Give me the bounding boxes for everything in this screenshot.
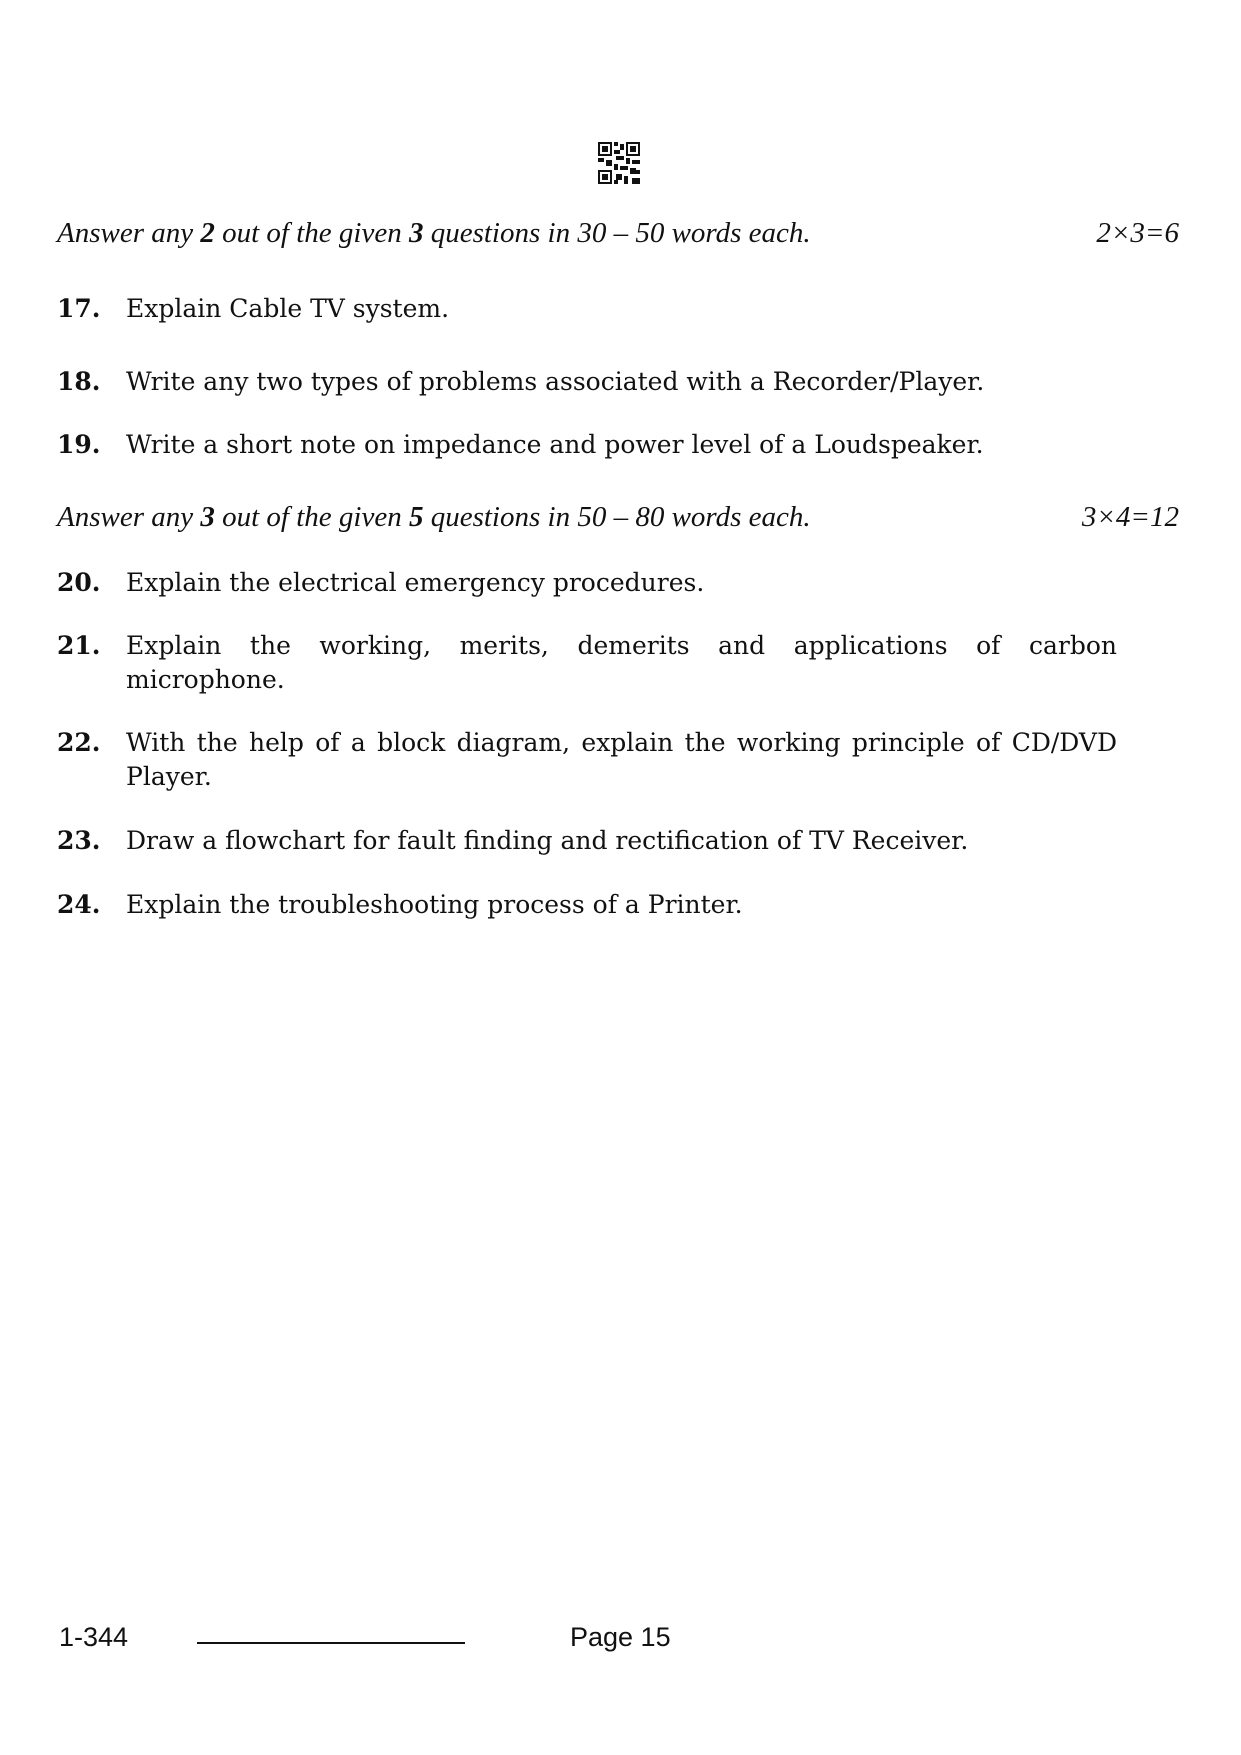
- question-text: With the help of a block diagram, explain the working principle of CD/DVD Player.: [126, 728, 1117, 791]
- question-number: 21.: [57, 631, 101, 660]
- question-item: [57, 428, 1117, 462]
- question-text: Explain the working, merits, demerits and applications of carbon microphone.: [126, 631, 1117, 694]
- footer-divider: [197, 1642, 465, 1644]
- question-text: Write any two types of problems associated with a Recorder/Player.: [126, 367, 985, 396]
- question-number: 23.: [57, 826, 101, 855]
- question-item: [57, 629, 1117, 697]
- question-number: 18.: [57, 367, 101, 396]
- question-text: Draw a flowchart for fault finding and rectification of TV Receiver.: [126, 826, 969, 855]
- question-number: 22.: [57, 728, 101, 757]
- paper-code: 1-344: [59, 1622, 129, 1652]
- section-instruction: Answer any 3 out of the given 5 questions in 50 – 80 words each. 3×4=12: [57, 501, 1179, 533]
- question-number: 24.: [57, 890, 101, 919]
- section-marks: 2×3=6: [1096, 217, 1179, 249]
- question-text: Explain Cable TV system.: [126, 294, 450, 323]
- question-item: [57, 292, 1117, 326]
- question-text: Explain the electrical emergency procedures.: [126, 568, 705, 597]
- question-item: [57, 888, 1117, 922]
- question-item: [57, 365, 1117, 399]
- page-number: Page 15: [570, 1622, 671, 1652]
- question-number: 19.: [57, 430, 101, 459]
- question-number: 17.: [57, 294, 101, 323]
- question-text: Write a short note on impedance and power level of a Loudspeaker.: [126, 430, 984, 459]
- question-item: [57, 824, 1117, 858]
- question-item: [57, 726, 1117, 794]
- section-instruction: Answer any 2 out of the given 3 questions in 30 – 50 words each. 2×3=6: [57, 217, 1179, 249]
- question-text: Explain the troubleshooting process of a Printer.: [126, 890, 743, 919]
- qr-code-icon: [598, 142, 640, 184]
- question-item: [57, 566, 1117, 600]
- question-number: 20.: [57, 568, 101, 597]
- section-marks: 3×4=12: [1081, 501, 1179, 533]
